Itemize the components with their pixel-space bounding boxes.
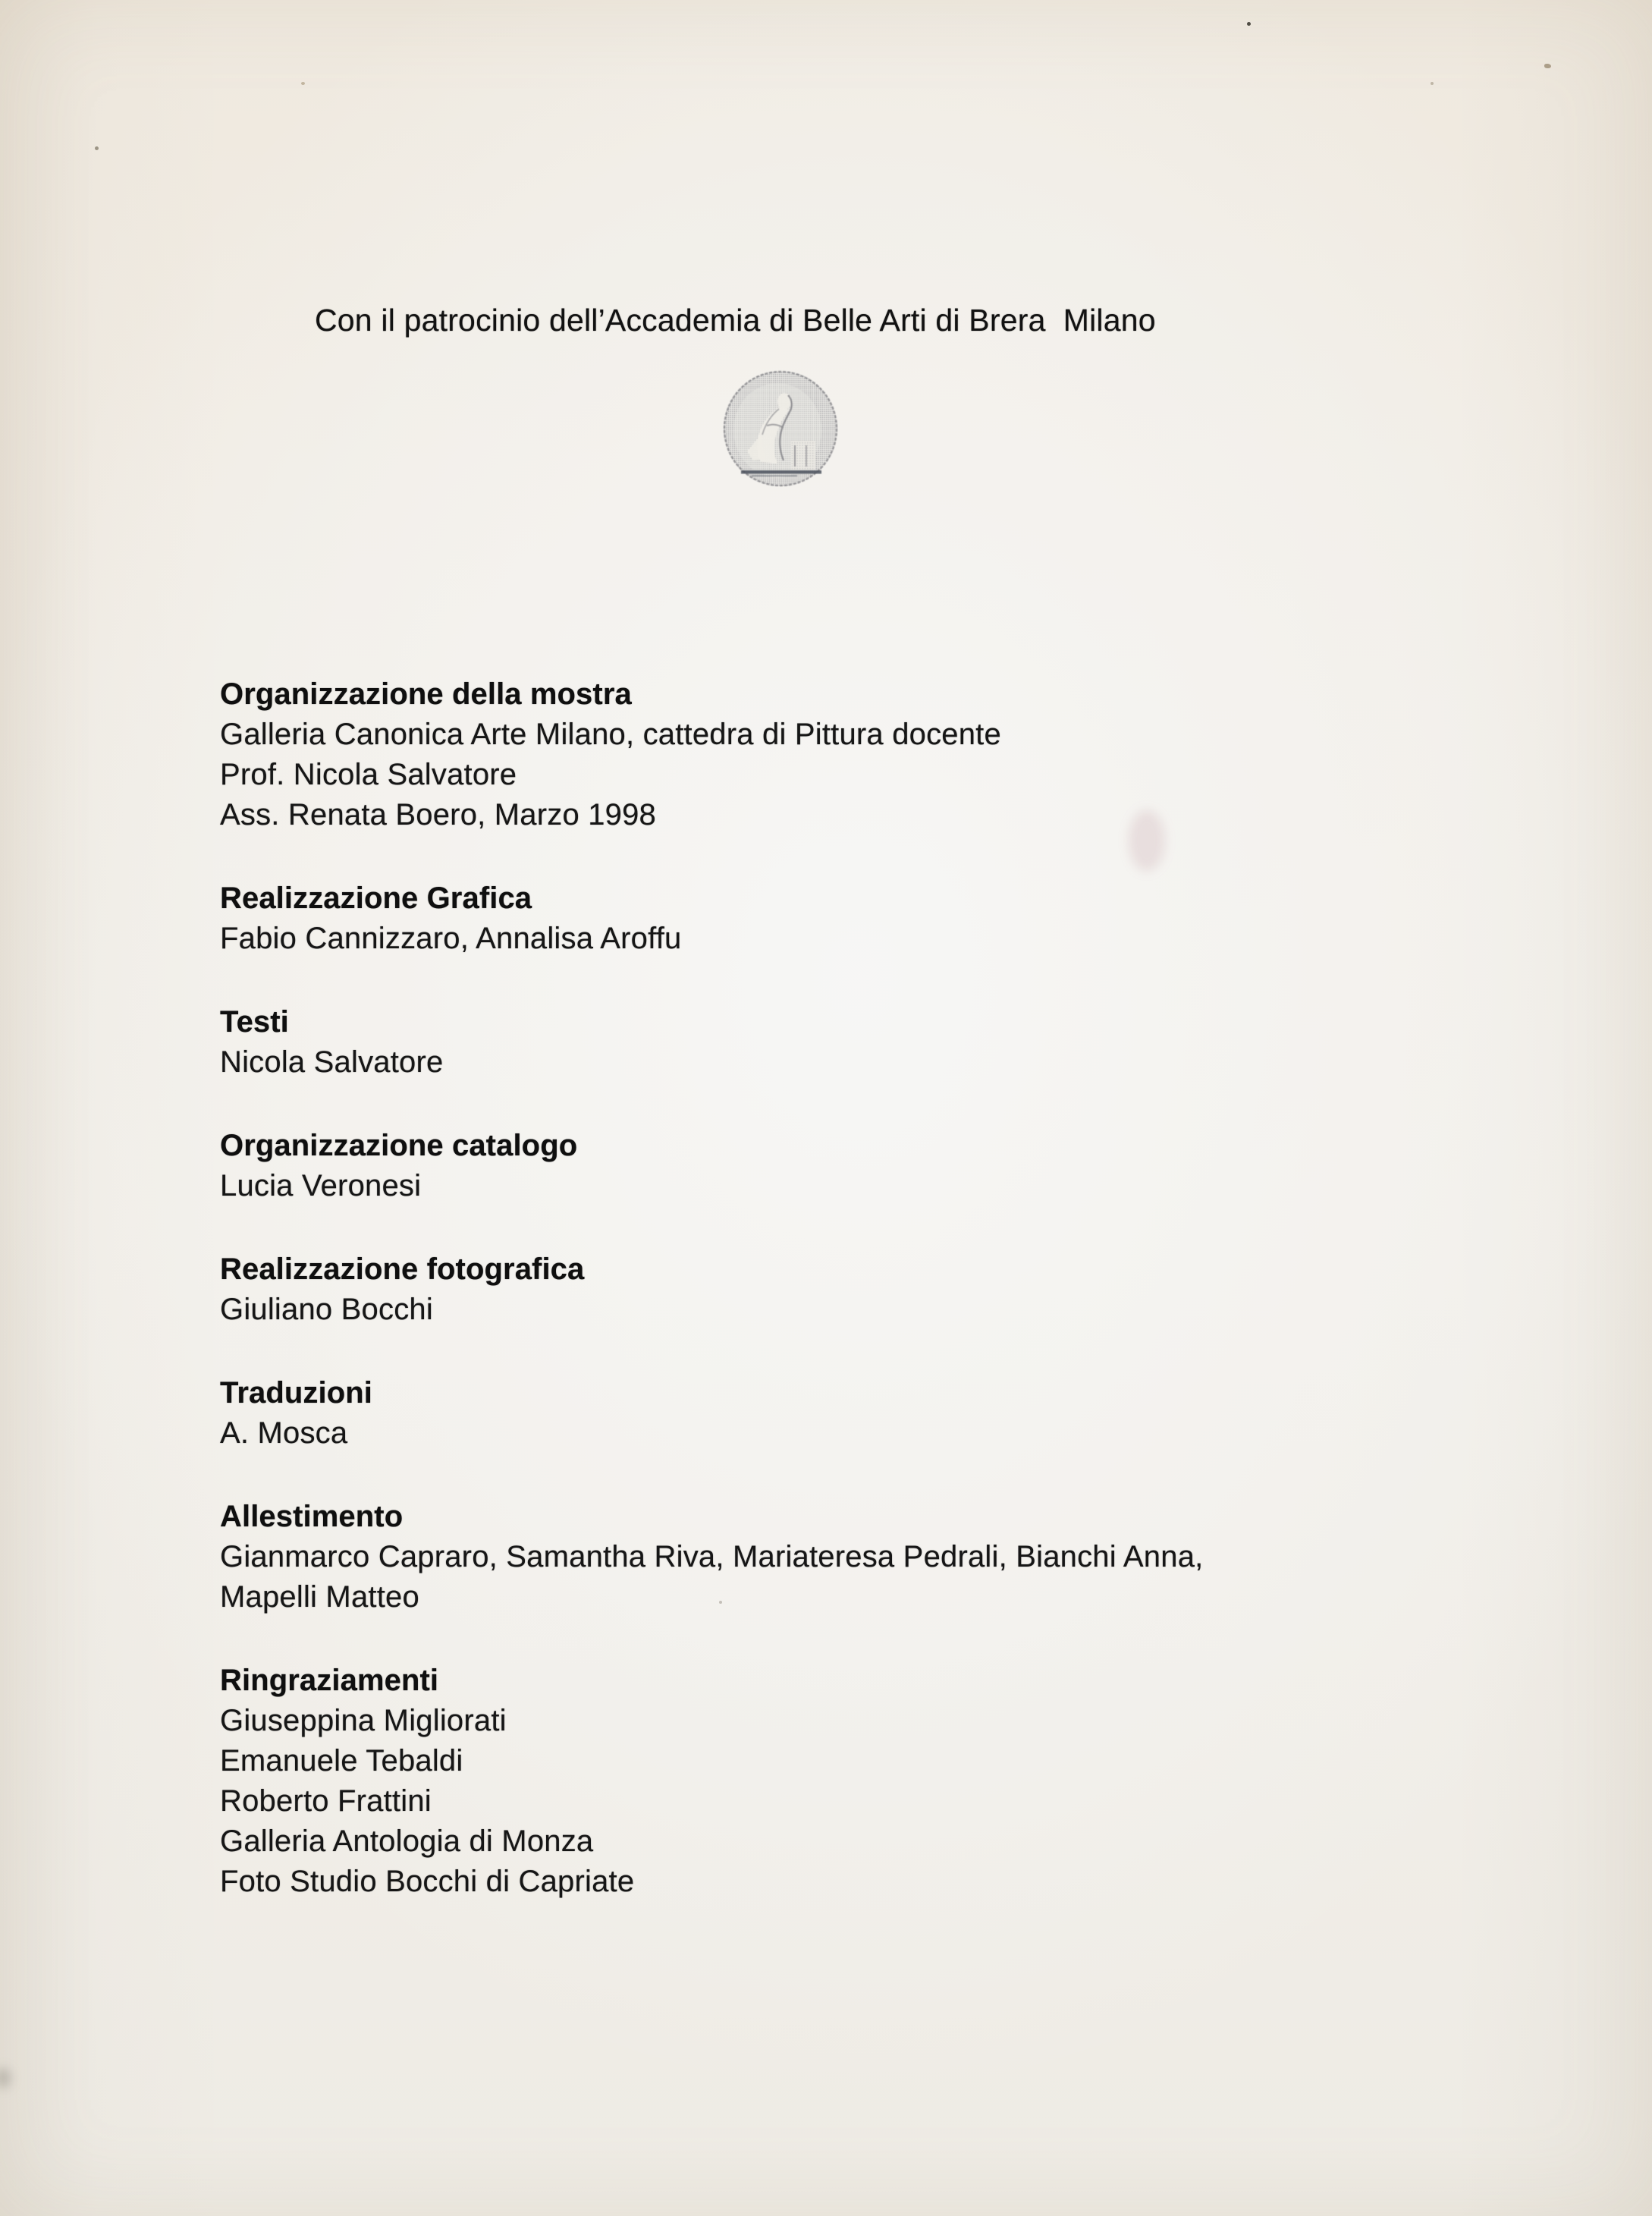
paper-speck	[95, 146, 99, 150]
section-title: Realizzazione fotografica	[220, 1253, 585, 1286]
credit-line: Galleria Canonica Arte Milano, cattedra di Pittura docente	[220, 718, 1001, 751]
section-title: Organizzazione della mostra	[220, 677, 632, 711]
credit-line: Mapelli Matteo	[220, 1580, 419, 1614]
paper-speck	[1247, 22, 1251, 26]
paper-speck	[1544, 64, 1551, 68]
section-title: Testi	[220, 1005, 289, 1039]
section-title: Allestimento	[220, 1500, 404, 1533]
credit-line: A. Mosca	[220, 1416, 348, 1450]
credit-line: Giuseppina Migliorati	[220, 1704, 507, 1737]
credit-section	[220, 1126, 1358, 1206]
section-title: Realizzazione Grafica	[220, 882, 532, 915]
credit-section	[220, 879, 1358, 959]
credit-section	[220, 1661, 1358, 1902]
credit-section	[220, 1497, 1358, 1617]
credit-line: Ass. Renata Boero, Marzo 1998	[220, 798, 656, 831]
section-title: Traduzioni	[220, 1376, 372, 1410]
credit-line: Prof. Nicola Salvatore	[220, 758, 517, 791]
section-title: Ringraziamenti	[220, 1664, 439, 1697]
credit-line: Fabio Cannizzaro, Annalisa Aroffu	[220, 922, 682, 955]
credits-list	[220, 674, 1358, 1902]
paper-speck	[301, 82, 305, 85]
credit-line: Foto Studio Bocchi di Capriate	[220, 1865, 635, 1898]
patronage-line: Con il patrocinio dell’Accademia di Belle Arti di Brera Milano	[315, 303, 1156, 338]
credit-section	[220, 1249, 1358, 1330]
credit-line: Lucia Veronesi	[220, 1169, 422, 1202]
credit-line: Emanuele Tebaldi	[220, 1744, 463, 1778]
section-title: Organizzazione catalogo	[220, 1129, 578, 1162]
credit-section	[220, 1373, 1358, 1454]
credit-line: Giuliano Bocchi	[220, 1293, 433, 1326]
brera-seal-icon	[721, 369, 840, 489]
credit-section	[220, 1002, 1358, 1083]
credit-line: Gianmarco Capraro, Samantha Riva, Mariateresa Pedrali, Bianchi Anna,	[220, 1540, 1204, 1573]
credit-section	[220, 674, 1358, 835]
paper-speck	[1431, 82, 1434, 85]
credit-line: Galleria Antologia di Monza	[220, 1825, 594, 1858]
credit-line: Nicola Salvatore	[220, 1045, 444, 1079]
paper-smudge	[0, 2068, 11, 2088]
credit-line: Roberto Frattini	[220, 1784, 432, 1818]
